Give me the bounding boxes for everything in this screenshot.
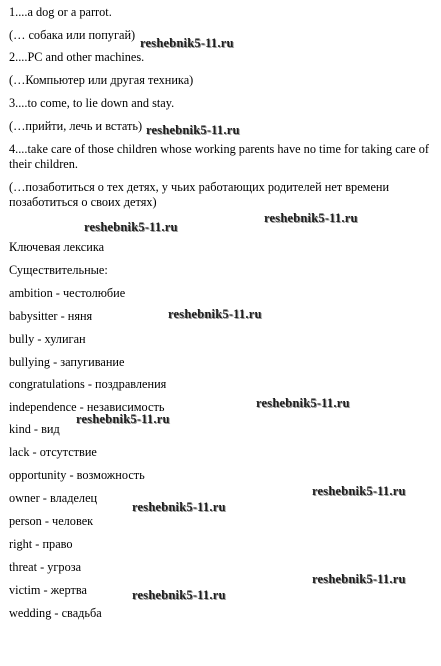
answer-4-translation: (…позаботиться о тех детях, у чьих работающих родителей нет времени позаботиться о своих детях) [9, 180, 390, 209]
vocab-item: person - человек [9, 514, 94, 528]
answer-1-translation: (… собака или попугай) [9, 28, 136, 42]
section-heading-key-vocabulary: Ключевая лексика [9, 240, 105, 254]
vocab-item: bully - хулиган [9, 332, 86, 346]
watermark: reshebnik5-11.ru [140, 36, 234, 50]
watermark: reshebnik5-11.ru [256, 396, 350, 410]
vocab-item: ambition - честолюбие [9, 286, 126, 300]
answer-4: 4....take care of those children whose working parents have no time for taking care of their children. [9, 142, 429, 171]
vocab-item: threat - угроза [9, 560, 82, 574]
vocab-item: babysitter - няня [9, 309, 93, 323]
watermark: reshebnik5-11.ru [168, 307, 262, 321]
vocab-item: wedding - свадьба [9, 606, 102, 620]
vocab-item: lack - отсутствие [9, 445, 97, 459]
watermark: reshebnik5-11.ru [146, 123, 240, 137]
vocab-item: kind - вид [9, 422, 60, 436]
vocab-item: victim - жертва [9, 583, 87, 597]
watermark: reshebnik5-11.ru [264, 211, 358, 225]
vocab-item: congratulations - поздравления [9, 377, 167, 391]
watermark: reshebnik5-11.ru [132, 588, 226, 602]
vocab-item: right - право [9, 537, 73, 551]
watermark: reshebnik5-11.ru [132, 500, 226, 514]
watermark: reshebnik5-11.ru [312, 572, 406, 586]
vocab-item: independence - независимость [9, 400, 165, 414]
answer-2: 2....PC and other machines. [9, 50, 145, 64]
vocab-item: opportunity - возможность [9, 468, 145, 482]
answer-1: 1....a dog or a parrot. [9, 5, 112, 19]
watermark: reshebnik5-11.ru [76, 412, 170, 426]
watermark: reshebnik5-11.ru [312, 484, 406, 498]
answer-2-translation: (…Компьютер или другая техника) [9, 73, 194, 87]
vocab-item: bullying - запугивание [9, 355, 125, 369]
answer-3: 3....to come, to lie down and stay. [9, 96, 175, 110]
vocab-item: owner - владелец [9, 491, 98, 505]
subheading-nouns: Существительные: [9, 263, 108, 277]
answer-3-translation: (…прийти, лечь и встать) [9, 119, 143, 133]
watermark: reshebnik5-11.ru [84, 220, 178, 234]
